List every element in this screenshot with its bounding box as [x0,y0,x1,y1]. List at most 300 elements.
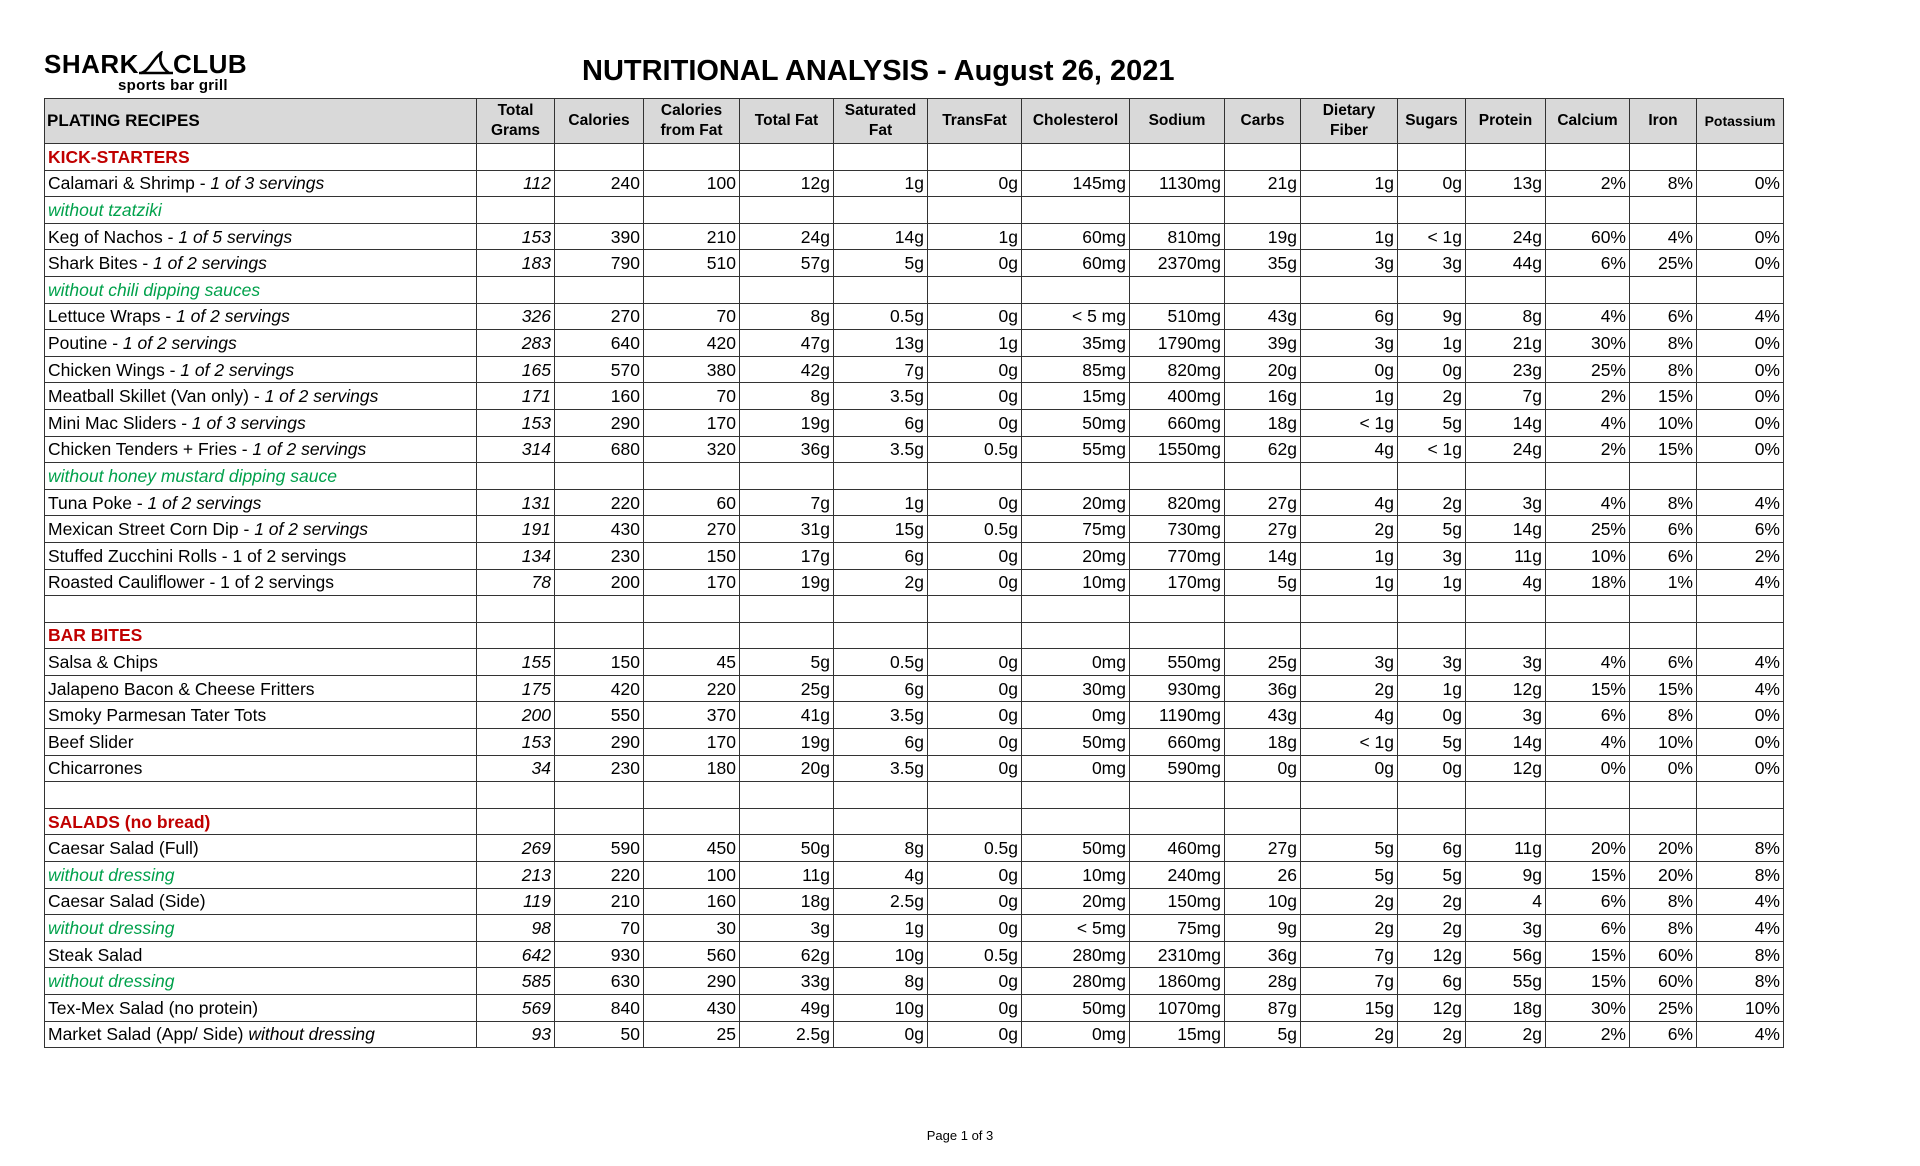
cell-value: 5g [1225,1021,1301,1048]
column-header [1697,99,1784,144]
cell-value: 10% [1630,409,1697,436]
cell-value: 24g [1466,436,1546,463]
cell-value: 0mg [1022,1021,1130,1048]
cell-value: 100 [644,170,740,197]
serving-size: 1 of 2 servings [254,519,368,540]
cell-value: 13g [1466,170,1546,197]
cell-value: 4% [1546,303,1630,330]
cell-value: 23g [1466,356,1546,383]
cell-value [1130,596,1225,623]
table-row [45,330,1784,357]
table-row [45,489,1784,516]
cell-value: 290 [555,729,644,756]
cell-value [1130,463,1225,490]
cell-value [1022,782,1130,809]
cell-value: 15mg [1130,1021,1225,1048]
recipe-name-text: Poutine - [48,332,123,353]
cell-value: 1g [928,223,1022,250]
recipe-name [45,276,477,303]
cell-value: 4% [1697,489,1784,516]
cell-value: 19g [1225,223,1301,250]
cell-value: 20mg [1022,888,1130,915]
recipe-name [45,941,477,968]
cell-value: 5g [834,250,928,277]
cell-value [1630,596,1697,623]
cell-value [1466,782,1546,809]
cell-value: 213 [477,862,555,889]
cell-value: 60mg [1022,223,1130,250]
cell-value [834,596,928,623]
cell-value: 55g [1466,968,1546,995]
cell-value: 153 [477,409,555,436]
cell-value: 0g [1398,702,1466,729]
cell-value: 25g [740,675,834,702]
cell-value: 930 [555,941,644,968]
serving-size: 1 of 2 servings [180,359,295,380]
cell-value: 5g [1398,729,1466,756]
cell-value: 0% [1697,409,1784,436]
column-header-text: Potassium [1704,113,1776,129]
cell-value: 430 [555,516,644,543]
recipe-name [45,995,477,1022]
cell-value [1466,596,1546,623]
cell-value: 14g [1466,409,1546,436]
cell-value: 290 [555,409,644,436]
column-header-text: Grams [490,122,541,139]
cell-value: 1g [1398,330,1466,357]
cell-value [1697,144,1784,171]
cell-value: 2% [1546,436,1630,463]
cell-value: 3g [1466,702,1546,729]
cell-value: 55mg [1022,436,1130,463]
cell-value: 5g [1301,835,1398,862]
cell-value: 15% [1546,968,1630,995]
cell-value: 1% [1630,569,1697,596]
cell-value: 3g [1466,915,1546,942]
cell-value: 0% [1697,729,1784,756]
cell-value: 200 [555,569,644,596]
table-row [45,649,1784,676]
cell-value: 70 [555,915,644,942]
cell-value: 15% [1630,675,1697,702]
cell-value [740,276,834,303]
recipe-name [45,463,477,490]
cell-value: 14g [834,223,928,250]
cell-value: 5g [1301,862,1398,889]
cell-value: 180 [644,755,740,782]
cell-value: 15% [1546,862,1630,889]
recipe-name-text: Tex-Mex Salad (no protein) [48,997,259,1018]
cell-value [1225,808,1301,835]
cell-value [1697,276,1784,303]
cell-value [1546,463,1630,490]
cell-value: 150mg [1130,888,1225,915]
cell-value: 4% [1697,915,1784,942]
cell-value [1630,622,1697,649]
recipe-name-text: Mini Mac Sliders - [48,412,192,433]
cell-value: 10mg [1022,862,1130,889]
cell-value: 2g [1301,888,1398,915]
table-row [45,862,1784,889]
cell-value: 840 [555,995,644,1022]
column-header-text: Sodium [1148,112,1206,129]
cell-value: 16g [1225,383,1301,410]
column-header [1466,99,1546,144]
cell-value: 9g [1225,915,1301,942]
cell-value: 6g [834,409,928,436]
cell-value: 26 [1225,862,1301,889]
table-row [45,888,1784,915]
cell-value: 145mg [1022,170,1130,197]
cell-value: 36g [1225,675,1301,702]
recipe-name-text: Calamari & Shrimp - [48,173,211,194]
cell-value: 0g [928,303,1022,330]
cell-value: 0g [1225,755,1301,782]
recipe-name [45,542,477,569]
cell-value: 730mg [1130,516,1225,543]
cell-value: 2g [1301,675,1398,702]
recipe-name [45,516,477,543]
cell-value: 0% [1630,755,1697,782]
table-body [45,144,1784,1048]
cell-value: 10% [1630,729,1697,756]
recipe-name-text: without tzatziki [48,199,162,220]
cell-value: 134 [477,542,555,569]
table-row [45,516,1784,543]
cell-value: 15g [834,516,928,543]
cell-value: 9g [1398,303,1466,330]
cell-value: 15mg [1022,383,1130,410]
cell-value: 165 [477,356,555,383]
recipe-name [45,409,477,436]
cell-value [1697,808,1784,835]
cell-value: 0% [1697,250,1784,277]
table-row [45,383,1784,410]
recipe-name [45,729,477,756]
cell-value: 7g [834,356,928,383]
cell-value: 0g [928,1021,1022,1048]
cell-value: 1g [1398,675,1466,702]
cell-value: 0g [928,569,1022,596]
cell-value [1225,596,1301,623]
cell-value: 560 [644,941,740,968]
table-row [45,569,1784,596]
recipe-name [45,223,477,250]
cell-value: 2g [1301,1021,1398,1048]
cell-value: 585 [477,968,555,995]
cell-value [477,782,555,809]
cell-value [834,808,928,835]
cell-value [477,808,555,835]
cell-value: 3.5g [834,702,928,729]
serving-size: without dressing [248,1024,375,1045]
cell-value: 680 [555,436,644,463]
column-header [1130,99,1225,144]
cell-value [928,782,1022,809]
cell-value [644,782,740,809]
cell-value: 4g [1301,436,1398,463]
section-row [45,144,1784,171]
recipe-name-text: Steak Salad [48,944,143,965]
cell-value: 1550mg [1130,436,1225,463]
cell-value [928,622,1022,649]
cell-value [644,276,740,303]
cell-value: 50 [555,1021,644,1048]
cell-value: 10% [1546,542,1630,569]
cell-value: 13g [834,330,928,357]
cell-value: 6% [1630,303,1697,330]
recipe-name [45,596,477,623]
cell-value: 43g [1225,303,1301,330]
cell-value: 8% [1630,170,1697,197]
cell-value: 93 [477,1021,555,1048]
recipe-name-text: Caesar Salad (Side) [48,891,206,912]
cell-value [1546,622,1630,649]
cell-value [1630,808,1697,835]
cell-value: 18g [740,888,834,915]
cell-value: 4g [834,862,928,889]
cell-value: 400mg [1130,383,1225,410]
cell-value: 2g [1398,915,1466,942]
recipe-name-text: Lettuce Wraps - [48,306,177,327]
cell-value: 15% [1630,436,1697,463]
cell-value: 155 [477,649,555,676]
cell-value [1225,782,1301,809]
column-header-text: Calories [660,102,723,119]
cell-value: 0g [928,702,1022,729]
cell-value: 20% [1546,835,1630,862]
cell-value: 75mg [1022,516,1130,543]
cell-value: 8% [1630,702,1697,729]
recipe-name-text: without dressing [48,918,175,939]
recipe-name-text: Keg of Nachos - [48,226,179,247]
cell-value: 510mg [1130,303,1225,330]
cell-value [740,782,834,809]
cell-value [1301,622,1398,649]
cell-value: 18% [1546,569,1630,596]
cell-value: < 1g [1398,436,1466,463]
cell-value: 0g [928,995,1022,1022]
cell-value: 50mg [1022,729,1130,756]
cell-value [1130,144,1225,171]
recipe-name-text: Shark Bites - [48,253,154,274]
cell-value: 6g [834,729,928,756]
cell-value: 6g [1398,968,1466,995]
cell-value: 36g [740,436,834,463]
cell-value: 420 [644,330,740,357]
cell-value [740,622,834,649]
column-header [1301,99,1398,144]
cell-value: 85mg [1022,356,1130,383]
cell-value: 0g [1398,170,1466,197]
cell-value: 12g [1398,995,1466,1022]
cell-value: 390 [555,223,644,250]
cell-value: 820mg [1130,356,1225,383]
cell-value: 60mg [1022,250,1130,277]
cell-value: 8% [1630,330,1697,357]
cell-value [1130,782,1225,809]
cell-value [1225,463,1301,490]
cell-value: 3g [1466,489,1546,516]
serving-size: 1 of 3 servings [191,412,306,433]
cell-value [1546,596,1630,623]
cell-value: 19g [740,729,834,756]
column-header-text: PLATING RECIPES [47,111,200,130]
cell-value: 183 [477,250,555,277]
cell-value: 3g [1398,649,1466,676]
cell-value [1398,596,1466,623]
cell-value: 175 [477,675,555,702]
cell-value: 2% [1697,542,1784,569]
cell-value [644,463,740,490]
recipe-name-text: Beef Slider [48,731,134,752]
cell-value [834,782,928,809]
cell-value: 0% [1697,223,1784,250]
column-header [1225,99,1301,144]
cell-value [1466,622,1546,649]
cell-value: 0mg [1022,702,1130,729]
table-row [45,835,1784,862]
cell-value: 1190mg [1130,702,1225,729]
cell-value: 34 [477,755,555,782]
cell-value: 0g [1301,356,1398,383]
cell-value [740,144,834,171]
cell-value: 590 [555,835,644,862]
cell-value: 660mg [1130,729,1225,756]
cell-value: 6% [1630,1021,1697,1048]
cell-value: 47g [740,330,834,357]
table-row [45,223,1784,250]
cell-value [1022,144,1130,171]
cell-value [1130,197,1225,224]
cell-value: 240 [555,170,644,197]
table-row [45,436,1784,463]
cell-value: 430 [644,995,740,1022]
cell-value: 930mg [1130,675,1225,702]
cell-value: 25% [1546,516,1630,543]
page-footer: Page 1 of 3 [926,1128,994,1143]
cell-value: 0g [928,675,1022,702]
cell-value [1130,622,1225,649]
cell-value: 191 [477,516,555,543]
cell-value [1022,622,1130,649]
cell-value: 280mg [1022,941,1130,968]
cell-value: 8% [1630,489,1697,516]
cell-value: 2g [1398,888,1466,915]
cell-value: 1070mg [1130,995,1225,1022]
cell-value: 30 [644,915,740,942]
cell-value: 1790mg [1130,330,1225,357]
cell-value: 36g [1225,941,1301,968]
cell-value: 14g [1466,516,1546,543]
table-row [45,968,1784,995]
cell-value: 7g [1301,968,1398,995]
cell-value: 0g [834,1021,928,1048]
cell-value: 2% [1546,170,1630,197]
serving-size: 1 of 2 servings [147,492,262,513]
table-row [45,1021,1784,1048]
cell-value: 2g [1398,1021,1466,1048]
cell-value: 15% [1546,675,1630,702]
table-row [45,542,1784,569]
cell-value [928,197,1022,224]
cell-value: 11g [740,862,834,889]
cell-value [740,463,834,490]
table-row [45,941,1784,968]
recipe-name [45,144,477,171]
cell-value: 2% [1546,1021,1630,1048]
recipe-name-text: Meatball Skillet (Van only) - [48,386,265,407]
cell-value: 170 [644,569,740,596]
cell-value: 70 [644,383,740,410]
cell-value: 4% [1546,729,1630,756]
recipe-name [45,782,477,809]
table-row [45,356,1784,383]
cell-value: 7g [740,489,834,516]
recipe-name-text: without dressing [48,864,175,885]
cell-value: 14g [1225,542,1301,569]
cell-value [740,596,834,623]
serving-size: 1 of 2 servings [176,306,290,327]
cell-value: 27g [1225,489,1301,516]
cell-value: 21g [1225,170,1301,197]
cell-value [1398,144,1466,171]
cell-value: 0% [1697,436,1784,463]
cell-value: 2g [1398,383,1466,410]
cell-value: 0g [928,862,1022,889]
cell-value: 0g [928,888,1022,915]
cell-value: 230 [555,755,644,782]
cell-value [1630,782,1697,809]
cell-value [1697,622,1784,649]
cell-value [1022,808,1130,835]
cell-value: 18g [1225,729,1301,756]
cell-value: 8% [1630,356,1697,383]
column-header-text: Cholesterol [1032,112,1119,129]
column-header [45,99,477,144]
recipe-name [45,197,477,224]
cell-value: 131 [477,489,555,516]
cell-value: 4 [1466,888,1546,915]
cell-value [1466,197,1546,224]
cell-value: 1g [1301,542,1398,569]
recipe-name-text: without honey mustard dipping sauce [48,465,337,486]
cell-value: 460mg [1130,835,1225,862]
cell-value [1466,463,1546,490]
cell-value: 1g [1398,569,1466,596]
table-row [45,276,1784,303]
cell-value: 0g [928,489,1022,516]
recipe-name-text: Stuffed Zucchini Rolls - 1 of 2 servings [48,545,347,566]
recipe-name-text: Jalapeno Bacon & Cheese Fritters [48,678,315,699]
cell-value: 20% [1630,835,1697,862]
column-header [477,99,555,144]
cell-value: 75mg [1130,915,1225,942]
recipe-name-text: KICK-STARTERS [48,146,190,167]
serving-size: 1 of 2 servings [252,439,367,460]
column-header [928,99,1022,144]
cell-value: 50mg [1022,409,1130,436]
cell-value: 8% [1630,915,1697,942]
table-row [45,463,1784,490]
cell-value [1130,276,1225,303]
cell-value [1301,144,1398,171]
cell-value: 280mg [1022,968,1130,995]
cell-value: 8% [1630,888,1697,915]
cell-value: 4% [1697,1021,1784,1048]
cell-value [1697,596,1784,623]
cell-value: 6% [1546,888,1630,915]
